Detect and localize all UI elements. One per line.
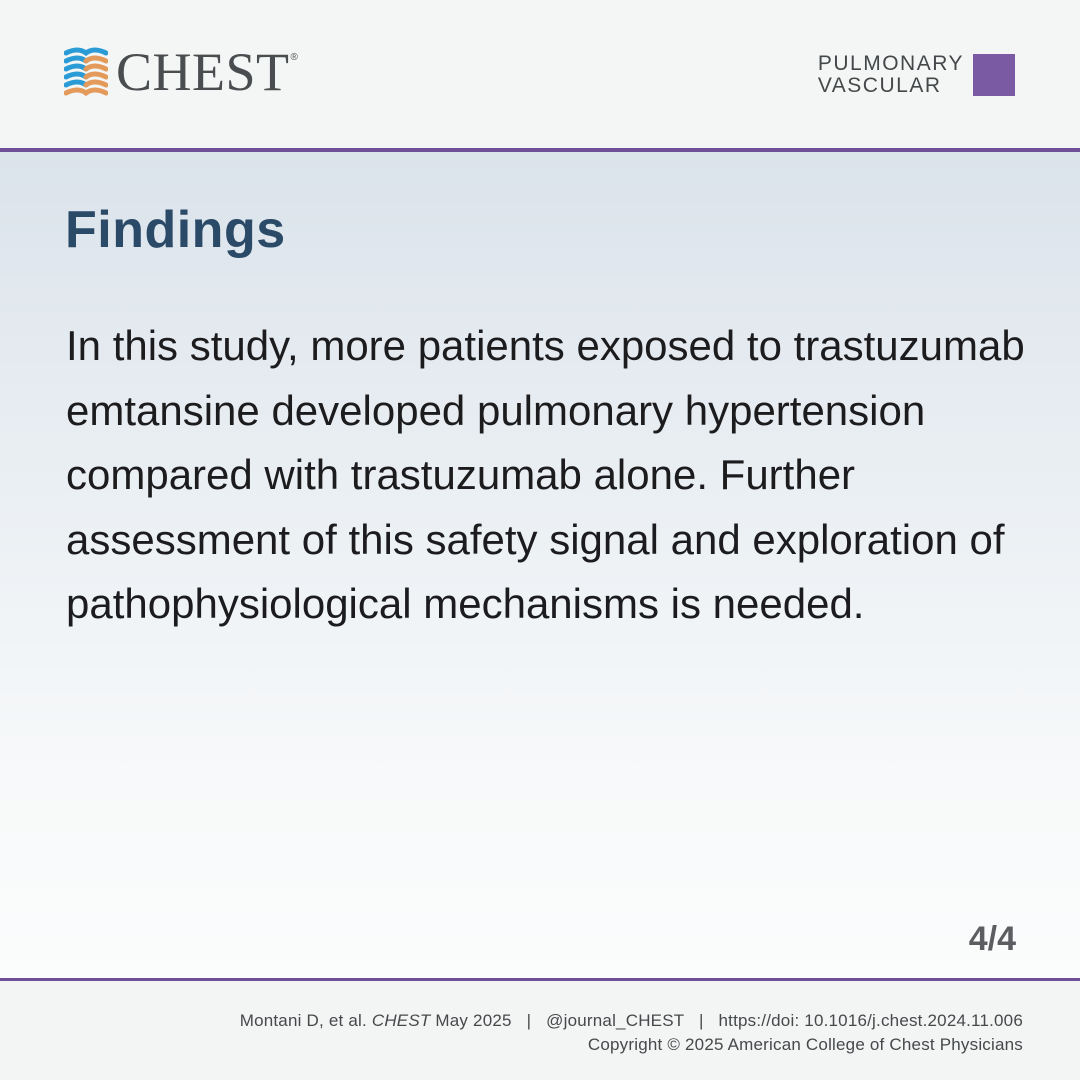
findings-text: In this study, more patients exposed to trastuzumab emtansine developed pulmonary hypertension compared with trastuzumab alone. Further assessment of this safety signal and exploration of pathophysiological mechanisms is needed. [66,322,1025,627]
social-handle[interactable]: @journal_CHEST [546,1011,685,1030]
copyright-notice: Copyright © 2025 American College of Chest Physicians [587,1035,1023,1054]
category-line-2: VASCULAR [817,74,942,97]
header [0,0,1080,148]
category-line-1: PULMONARY [817,52,964,75]
chest-ribs-icon [64,47,108,97]
citation-date: May 2025 [435,1011,512,1030]
citation-separator: | [698,1011,704,1030]
brand-name: CHEST [116,42,290,102]
chest-logo [64,44,298,100]
registered-mark: ® [290,52,298,63]
citation-journal: CHEST [371,1011,431,1030]
citation-separator: | [526,1011,532,1030]
doi-link[interactable]: https://doi: 10.1016/j.chest.2024.11.006 [718,1011,1023,1030]
category-label [818,53,964,97]
page-indicator: 4/4 [968,920,1016,958]
main-panel [0,152,1080,978]
citation-authors: Montani D, et al. [239,1011,367,1030]
citation [240,1011,1023,1031]
footer [0,981,1080,1080]
section-title: Findings [65,201,286,259]
category-color-swatch [973,54,1015,96]
